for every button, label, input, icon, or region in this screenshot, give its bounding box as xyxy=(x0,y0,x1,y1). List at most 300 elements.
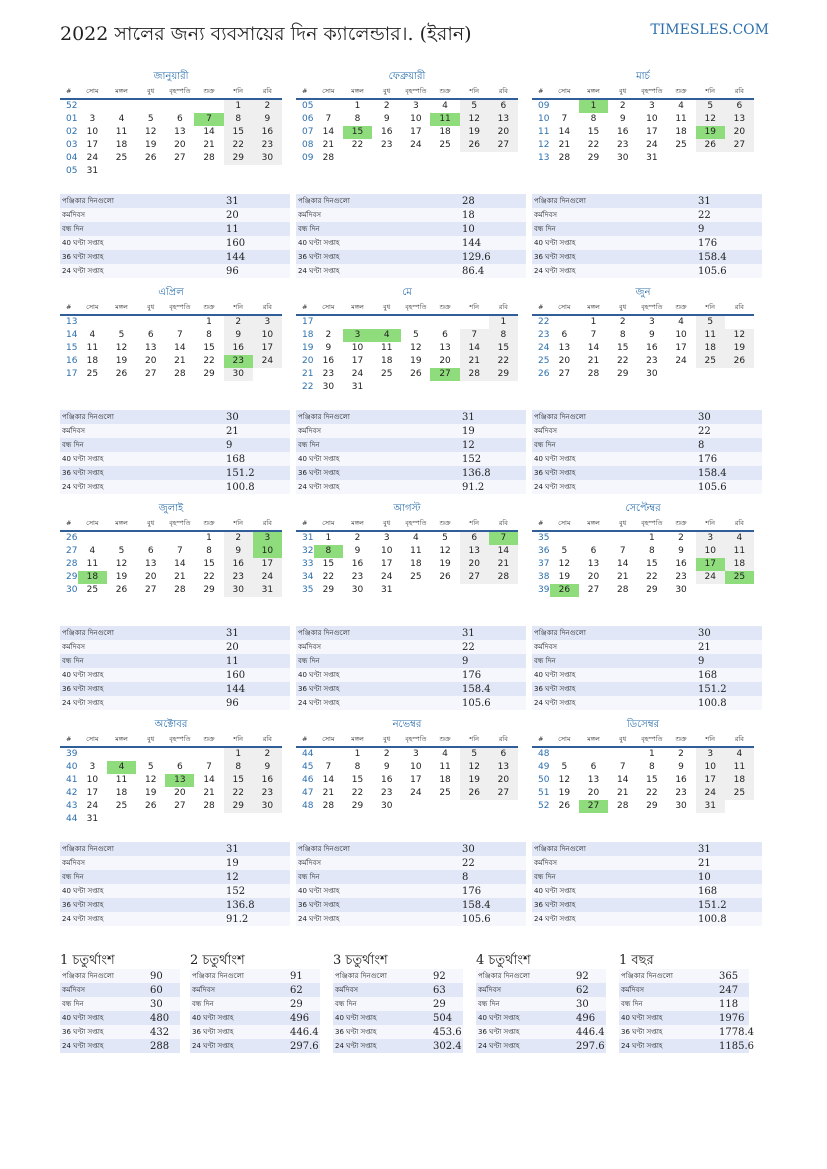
weekday-label: # xyxy=(302,735,308,743)
period-summary xyxy=(476,952,606,1053)
stat-value: 19 xyxy=(462,425,475,437)
week-number: 33 xyxy=(302,559,314,569)
summary-label: 24 ঘণ্টা সপ্তাহ xyxy=(621,1042,663,1050)
summary-label: 24 ঘণ্টা সপ্তাহ xyxy=(478,1042,520,1050)
month-title: নভেম্বর xyxy=(392,719,422,730)
week-row xyxy=(296,126,518,139)
stat-value: 22 xyxy=(462,641,475,653)
weekday-label: সোম xyxy=(86,87,99,95)
day-cell xyxy=(430,152,459,165)
day-cell: 3 xyxy=(696,532,725,545)
weekday-label: শনি xyxy=(705,735,715,743)
day-cell: 14 xyxy=(616,775,629,785)
summary-value: 60 xyxy=(150,984,163,996)
day-cell: 28 xyxy=(174,585,186,595)
day-cell: 2 xyxy=(224,532,253,545)
summary-title: 1 চতুর্থাংশ xyxy=(60,953,115,968)
summary-value: 365 xyxy=(719,970,739,982)
stat-value: 31 xyxy=(226,843,239,855)
month-stats xyxy=(60,626,290,710)
weekday-label: মঙ্গল xyxy=(351,519,364,527)
month-calendar xyxy=(296,70,518,165)
day-cell xyxy=(489,152,518,165)
weekday-label: # xyxy=(538,303,544,311)
stat-value: 168 xyxy=(698,885,718,897)
day-cell: 31 xyxy=(646,153,658,163)
day-cell: 12 xyxy=(558,559,571,569)
day-cell xyxy=(78,100,107,113)
stat-label: 36 ঘণ্টা সপ্তাহ xyxy=(62,685,104,693)
stat-value: 144 xyxy=(226,251,246,263)
day-cell: 5 xyxy=(118,330,125,340)
day-cell: 9 xyxy=(253,761,282,774)
weekday-label: বুধ xyxy=(147,735,155,743)
day-cell: 27 xyxy=(144,585,157,595)
stat-value: 28 xyxy=(462,195,475,207)
stat-row xyxy=(532,842,762,856)
stat-label: 36 ঘণ্টা সপ্তাহ xyxy=(298,469,340,477)
day-cell: 8 xyxy=(206,330,212,340)
weekday-label: বুধ xyxy=(147,303,155,311)
week-row xyxy=(532,761,754,774)
day-cell xyxy=(372,152,401,165)
day-cell: 17 xyxy=(380,559,393,569)
day-cell: 23 xyxy=(380,788,393,798)
stat-label: কর্মদিবস xyxy=(62,211,85,219)
day-cell: 27 xyxy=(489,139,518,152)
period-summary xyxy=(333,952,463,1053)
summary-label: কর্মদিবস xyxy=(192,986,215,994)
day-cell xyxy=(78,532,107,545)
week-row xyxy=(532,571,754,584)
week-number: 29 xyxy=(66,572,78,582)
stat-label: 36 ঘণ্টা সপ্তাহ xyxy=(62,253,104,261)
day-cell: 19 xyxy=(558,572,571,582)
stat-label: 40 ঘণ্টা সপ্তাহ xyxy=(534,887,576,895)
day-cell: 21 xyxy=(489,558,518,571)
day-cell: 25 xyxy=(86,369,99,379)
day-cell xyxy=(165,100,194,113)
summary-row xyxy=(619,983,749,997)
day-cell: 22 xyxy=(203,572,215,582)
summary-value: 29 xyxy=(290,998,303,1010)
summary-value: 1976 xyxy=(719,1012,745,1024)
weekday-label: বুধ xyxy=(619,303,627,311)
summary-label: 40 ঘণ্টা সপ্তাহ xyxy=(192,1014,234,1022)
day-cell: 28 xyxy=(174,369,186,379)
day-cell: 11 xyxy=(380,343,393,353)
day-cell: 21 xyxy=(174,572,186,582)
weekday-label: রবি xyxy=(734,735,744,743)
stat-value: 30 xyxy=(698,411,711,423)
day-cell: 1 xyxy=(224,748,253,761)
day-cell: 8 xyxy=(354,762,361,772)
summary-row xyxy=(619,1025,754,1039)
day-cell: 8 xyxy=(619,330,626,340)
day-cell: 21 xyxy=(616,788,629,798)
stat-row xyxy=(296,480,526,494)
day-cell: 11 xyxy=(115,775,128,785)
day-cell xyxy=(314,748,343,761)
day-cell: 16 xyxy=(675,775,687,785)
day-cell: 31 xyxy=(253,584,282,597)
day-cell: 5 xyxy=(561,546,568,556)
day-cell: 6 xyxy=(725,100,754,113)
weekday-label: শনি xyxy=(705,303,715,311)
summary-label: বন্ধ দিন xyxy=(335,1000,357,1008)
day-cell: 1 xyxy=(590,317,597,327)
weekday-header xyxy=(296,732,518,748)
day-cell: 11 xyxy=(696,329,725,342)
day-cell: 31 xyxy=(696,800,725,813)
month-calendar xyxy=(296,286,518,394)
day-cell: 12 xyxy=(115,559,128,569)
week-row xyxy=(532,584,754,597)
day-cell: 25 xyxy=(725,571,754,584)
summary-row xyxy=(190,1011,320,1025)
day-cell: 8 xyxy=(649,762,655,772)
day-cell: 5 xyxy=(147,762,154,772)
weekday-label: শুক্র xyxy=(203,519,215,527)
weekday-label: বৃহস্পতি xyxy=(169,303,191,311)
day-cell: 18 xyxy=(675,127,687,137)
week-row xyxy=(60,139,282,152)
stat-value: 151.2 xyxy=(226,467,255,479)
weekday-header xyxy=(60,732,282,748)
day-cell: 31 xyxy=(86,166,99,176)
weekday-header xyxy=(60,84,282,100)
day-cell: 29 xyxy=(322,585,335,595)
summary-row xyxy=(333,983,463,997)
stat-row xyxy=(532,410,762,424)
week-row xyxy=(60,355,282,368)
week-number: 52 xyxy=(538,801,550,811)
day-cell: 15 xyxy=(343,126,372,139)
weekday-label: বৃহস্পতি xyxy=(641,87,663,95)
summary-value: 1778.4 xyxy=(719,1026,754,1038)
stat-label: 24 ঘণ্টা সপ্তাহ xyxy=(534,915,576,923)
day-cell: 13 xyxy=(144,343,157,353)
week-row xyxy=(60,152,282,165)
day-cell: 29 xyxy=(489,368,518,381)
day-cell xyxy=(550,748,579,761)
month-calendar xyxy=(60,286,282,381)
stat-row xyxy=(532,424,762,438)
day-cell: 30 xyxy=(675,801,687,811)
day-cell xyxy=(224,165,253,178)
week-number: 13 xyxy=(538,153,550,163)
stat-row xyxy=(532,626,762,640)
day-cell: 11 xyxy=(439,762,451,772)
weekday-label: রবি xyxy=(262,735,272,743)
stat-label: 36 ঘণ্টা সপ্তাহ xyxy=(298,685,340,693)
day-cell: 21 xyxy=(174,356,186,366)
day-cell: 16 xyxy=(224,558,253,571)
day-cell xyxy=(136,532,165,545)
stat-row xyxy=(532,452,762,466)
day-cell xyxy=(725,584,754,597)
week-row xyxy=(60,571,282,584)
day-cell: 16 xyxy=(616,127,629,137)
day-cell: 30 xyxy=(224,584,253,597)
week-number: 26 xyxy=(538,369,550,379)
stat-label: কর্মদিবস xyxy=(62,643,85,651)
day-cell xyxy=(401,584,430,597)
stat-row xyxy=(532,912,762,926)
day-cell: 26 xyxy=(725,355,754,368)
week-row xyxy=(296,532,518,545)
summary-label: 40 ঘণ্টা সপ্তাহ xyxy=(621,1014,663,1022)
day-cell: 5 xyxy=(460,100,489,113)
weekday-label: সোম xyxy=(322,303,335,311)
stat-value: 10 xyxy=(462,223,475,235)
stat-label: বন্ধ দিন xyxy=(62,873,84,881)
week-row xyxy=(296,584,518,597)
day-cell: 21 xyxy=(616,572,629,582)
day-cell: 17 xyxy=(675,343,687,353)
summary-value: 62 xyxy=(576,984,589,996)
stat-value: 30 xyxy=(698,627,711,639)
day-cell xyxy=(725,152,754,165)
week-row xyxy=(532,355,754,368)
week-number: 36 xyxy=(538,546,550,556)
day-cell xyxy=(460,584,489,597)
week-number: 27 xyxy=(66,546,78,556)
brand-link[interactable]: TIMESLES.COM xyxy=(650,22,769,38)
day-cell: 7 xyxy=(206,762,212,772)
stat-value: 96 xyxy=(226,697,239,709)
day-cell: 24 xyxy=(696,787,725,800)
day-cell: 27 xyxy=(725,139,754,152)
weekday-label: শনি xyxy=(469,735,479,743)
day-cell: 18 xyxy=(78,571,107,584)
day-cell: 26 xyxy=(115,585,128,595)
day-cell: 7 xyxy=(325,762,332,772)
week-row xyxy=(60,545,282,558)
day-cell: 20 xyxy=(725,126,754,139)
stat-value: 31 xyxy=(226,627,239,639)
day-cell: 14 xyxy=(322,127,335,137)
day-cell: 14 xyxy=(489,545,518,558)
stat-row xyxy=(60,236,290,250)
day-cell: 16 xyxy=(322,356,335,366)
day-cell: 8 xyxy=(314,545,343,558)
week-row xyxy=(296,761,518,774)
day-cell: 17 xyxy=(253,558,282,571)
day-cell: 18 xyxy=(380,356,393,366)
day-cell xyxy=(136,165,165,178)
day-cell: 29 xyxy=(646,585,658,595)
day-cell: 1 xyxy=(649,749,655,759)
day-cell: 20 xyxy=(587,572,600,582)
stat-label: পঞ্জিকার দিনগুলো xyxy=(298,413,350,421)
day-cell: 3 xyxy=(413,101,419,111)
stat-label: পঞ্জিকার দিনগুলো xyxy=(62,197,114,205)
stat-row xyxy=(296,842,526,856)
day-cell xyxy=(314,100,343,113)
day-cell xyxy=(401,316,430,329)
day-cell: 7 xyxy=(177,330,183,340)
stat-label: 40 ঘণ্টা সপ্তাহ xyxy=(534,239,576,247)
month-title: অক্টোবর xyxy=(154,719,188,730)
weekday-label: # xyxy=(66,735,72,743)
day-cell xyxy=(194,165,223,178)
day-cell: 30 xyxy=(253,800,282,813)
day-cell: 8 xyxy=(590,114,597,124)
day-cell: 16 xyxy=(351,559,364,569)
week-number: 47 xyxy=(302,788,314,798)
month-title: মার্চ xyxy=(636,71,650,82)
day-cell: 29 xyxy=(351,801,364,811)
day-cell: 26 xyxy=(439,572,451,582)
summary-value: 1185.6 xyxy=(719,1040,754,1052)
day-cell xyxy=(460,381,489,394)
day-cell: 18 xyxy=(410,559,422,569)
day-cell: 27 xyxy=(489,787,518,800)
week-number: 35 xyxy=(302,585,314,595)
weekday-label: মঙ্গল xyxy=(587,735,600,743)
stat-label: 36 ঘণ্টা সপ্তাহ xyxy=(534,469,576,477)
stat-label: 24 ঘণ্টা সপ্তাহ xyxy=(62,267,104,275)
day-cell: 13 xyxy=(725,113,754,126)
stat-label: পঞ্জিকার দিনগুলো xyxy=(534,413,586,421)
week-number: 16 xyxy=(66,356,78,366)
day-cell xyxy=(107,100,136,113)
day-cell: 29 xyxy=(616,369,629,379)
summary-value: 446.4 xyxy=(290,1026,319,1038)
summary-row xyxy=(333,1011,463,1025)
month-title: জানুয়ারী xyxy=(153,71,189,82)
summary-row xyxy=(619,997,749,1011)
day-cell: 9 xyxy=(224,329,253,342)
day-cell: 1 xyxy=(579,100,608,113)
day-cell: 26 xyxy=(460,139,489,152)
stat-label: কর্মদিবস xyxy=(534,211,557,219)
day-cell: 5 xyxy=(147,114,154,124)
weekday-header xyxy=(532,516,754,532)
day-cell: 2 xyxy=(354,533,361,543)
stat-label: 36 ঘণ্টা সপ্তাহ xyxy=(298,253,340,261)
week-number: 03 xyxy=(66,140,78,150)
week-row xyxy=(296,329,518,342)
day-cell: 7 xyxy=(325,114,332,124)
day-cell: 7 xyxy=(619,546,626,556)
day-cell: 4 xyxy=(442,101,448,111)
summary-label: বন্ধ দিন xyxy=(62,1000,84,1008)
day-cell: 7 xyxy=(489,532,518,545)
day-cell: 13 xyxy=(460,545,489,558)
stat-value: 105.6 xyxy=(698,265,727,277)
day-cell xyxy=(608,748,637,761)
day-cell: 21 xyxy=(558,140,571,150)
day-cell: 23 xyxy=(675,788,687,798)
stat-value: 168 xyxy=(698,669,718,681)
week-row xyxy=(532,100,754,113)
day-cell: 20 xyxy=(460,558,489,571)
week-number: 35 xyxy=(538,533,550,543)
week-number: 08 xyxy=(302,140,314,150)
stat-value: 160 xyxy=(226,669,246,681)
day-cell: 13 xyxy=(439,343,451,353)
stat-row xyxy=(296,654,526,668)
summary-row xyxy=(476,1011,606,1025)
month-stats xyxy=(296,194,526,278)
day-cell: 1 xyxy=(224,100,253,113)
stat-value: 176 xyxy=(462,885,482,897)
week-number: 22 xyxy=(538,317,550,327)
weekday-label: বুধ xyxy=(147,87,155,95)
stat-value: 91.2 xyxy=(226,913,249,925)
weekday-label: শুক্র xyxy=(675,303,687,311)
stat-label: কর্মদিবস xyxy=(534,427,557,435)
day-cell: 14 xyxy=(174,343,186,353)
weekday-label: মঙ্গল xyxy=(115,735,128,743)
weekday-label: শুক্র xyxy=(675,87,687,95)
weekday-label: রবি xyxy=(262,87,272,95)
day-cell: 8 xyxy=(224,761,253,774)
day-cell: 23 xyxy=(253,787,282,800)
day-cell: 21 xyxy=(322,140,335,150)
day-cell: 25 xyxy=(439,788,451,798)
month-stats xyxy=(532,842,762,926)
day-cell xyxy=(401,152,430,165)
weekday-label: শুক্র xyxy=(675,735,687,743)
day-cell xyxy=(343,152,372,165)
day-cell: 27 xyxy=(558,369,571,379)
day-cell: 15 xyxy=(203,343,215,353)
weekday-label: # xyxy=(66,87,72,95)
day-cell xyxy=(253,165,282,178)
day-cell xyxy=(489,800,518,813)
day-cell: 23 xyxy=(224,571,253,584)
day-cell: 15 xyxy=(203,559,215,569)
day-cell: 9 xyxy=(253,113,282,126)
summary-value: 91 xyxy=(290,970,303,982)
day-cell: 18 xyxy=(696,342,725,355)
day-cell: 10 xyxy=(410,114,422,124)
day-cell: 24 xyxy=(410,788,422,798)
stat-label: বন্ধ দিন xyxy=(62,225,84,233)
summary-label: বন্ধ দিন xyxy=(192,1000,214,1008)
day-cell: 24 xyxy=(696,571,725,584)
week-number: 05 xyxy=(66,166,78,176)
day-cell: 18 xyxy=(725,558,754,571)
week-row xyxy=(532,368,754,381)
period-summary xyxy=(619,952,754,1053)
weekday-label: শুক্র xyxy=(203,87,215,95)
day-cell: 7 xyxy=(561,114,568,124)
stat-label: 40 ঘণ্টা সপ্তাহ xyxy=(62,887,104,895)
day-cell: 12 xyxy=(558,775,571,785)
stat-label: কর্মদিবস xyxy=(298,211,321,219)
weekday-label: সোম xyxy=(86,519,99,527)
day-cell: 10 xyxy=(86,775,99,785)
day-cell: 18 xyxy=(86,356,99,366)
day-cell: 19 xyxy=(115,356,128,366)
summary-row xyxy=(619,1011,749,1025)
weekday-label: বৃহস্পতি xyxy=(169,519,191,527)
weekday-label: মঙ্গল xyxy=(587,87,600,95)
week-row xyxy=(296,571,518,584)
day-cell: 31 xyxy=(380,585,393,595)
weekday-label: # xyxy=(302,519,308,527)
stat-row xyxy=(296,898,526,912)
week-row xyxy=(60,329,282,342)
weekday-label: রবি xyxy=(498,303,508,311)
weekday-label: রবি xyxy=(734,87,744,95)
day-cell: 21 xyxy=(203,140,215,150)
month-calendar xyxy=(296,718,518,813)
